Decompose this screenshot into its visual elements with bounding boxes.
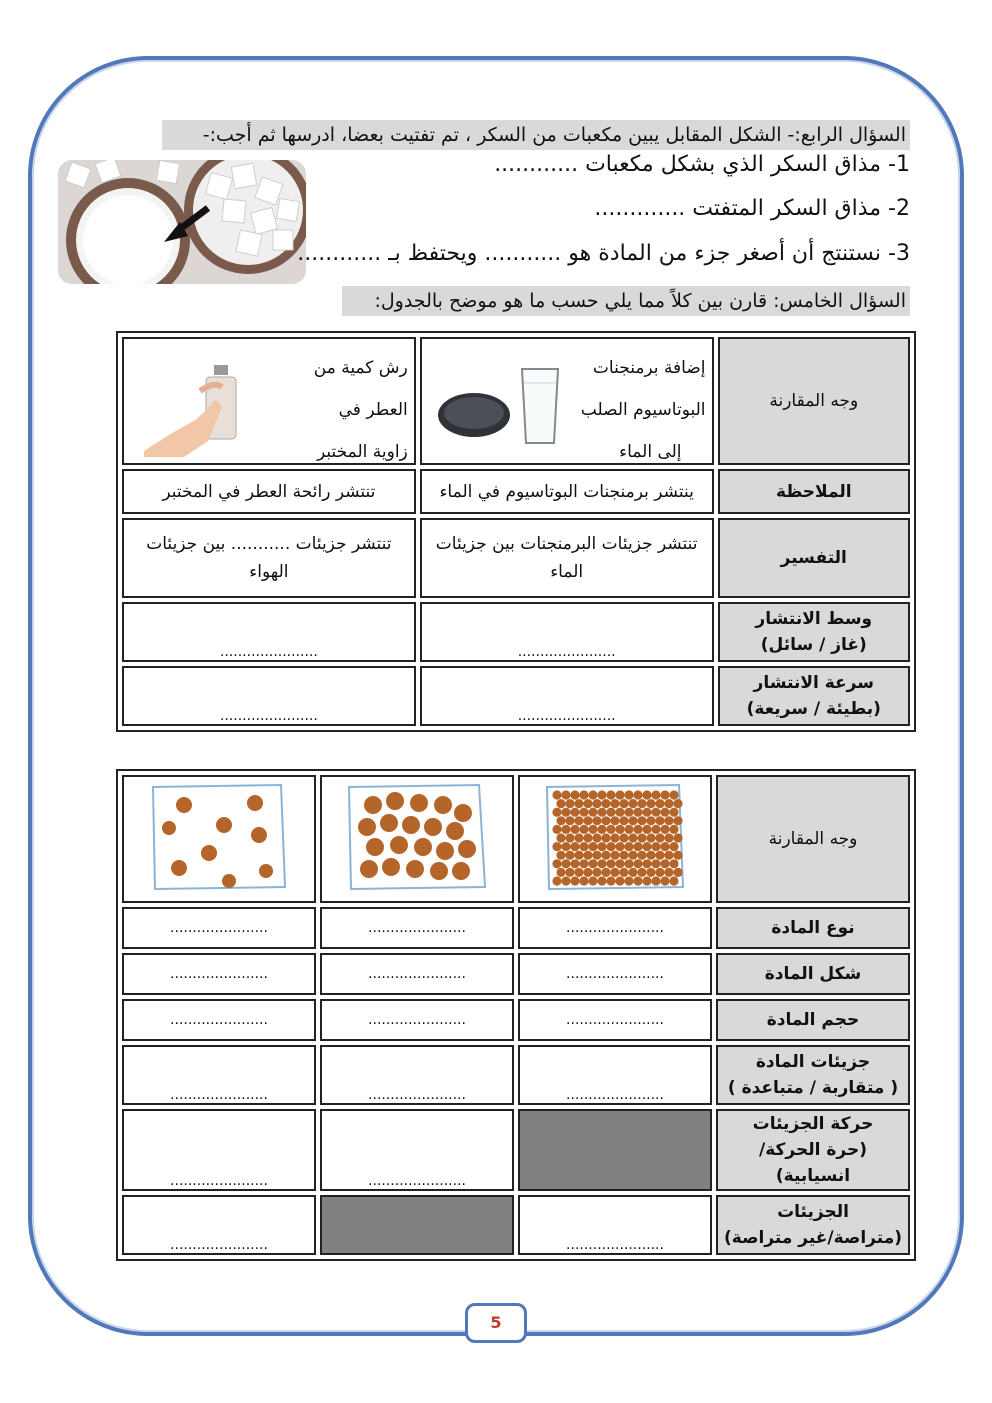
solid-particle	[579, 824, 588, 833]
gas-particles-image	[149, 783, 289, 891]
motion-label: حركة الجزيئات (حرة الحركة/انسيابية)	[716, 1109, 910, 1191]
solid-particle	[561, 824, 570, 833]
table2-comparison-label: وجه المقارنة	[716, 775, 910, 903]
solid-particle	[574, 816, 583, 825]
solid-particle	[570, 790, 579, 799]
solid-particle	[601, 833, 610, 842]
solid-particle	[646, 799, 655, 808]
liquid-motion-blank[interactable]: ......................	[320, 1109, 514, 1191]
solid-particle	[673, 833, 682, 842]
solid-particle	[637, 833, 646, 842]
solid-particle	[583, 799, 592, 808]
table1-comparison-label: وجه المقارنة	[718, 337, 910, 465]
solid-particle	[588, 790, 597, 799]
gas-shape-blank[interactable]: ......................	[122, 953, 316, 995]
solid-particle	[646, 833, 655, 842]
solid-particle	[664, 867, 673, 876]
solid-particle	[597, 824, 606, 833]
perfume-observation: تنتشر رائحة العطر في المختبر	[122, 469, 416, 514]
solid-particle	[637, 867, 646, 876]
solid-particle	[565, 816, 574, 825]
solid-particle	[651, 842, 660, 851]
solid-particle	[673, 850, 682, 859]
solid-particle	[597, 790, 606, 799]
solid-particle	[606, 859, 615, 868]
question-4-item-3: 3- نستنتج أن أصغر جزء من المادة هو ........... ويحتفظ بـ ............	[297, 241, 910, 266]
solid-volume-blank[interactable]: ......................	[518, 999, 712, 1041]
solid-particle	[588, 824, 597, 833]
solid-particle	[588, 807, 597, 816]
solid-particle	[628, 799, 637, 808]
solid-particle	[624, 824, 633, 833]
solid-particle	[579, 876, 588, 885]
solid-particle	[561, 876, 570, 885]
solid-particle	[628, 833, 637, 842]
solid-particle	[574, 867, 583, 876]
solid-particle	[624, 790, 633, 799]
solid-particle	[646, 850, 655, 859]
solid-particle	[556, 833, 565, 842]
solid-particle	[570, 807, 579, 816]
solid-particle	[561, 790, 570, 799]
solid-particle	[615, 790, 624, 799]
solid-shape-blank[interactable]: ......................	[518, 953, 712, 995]
solid-particle	[610, 799, 619, 808]
speed-label: سرعة الانتشار (بطيئة / سريعة)	[718, 666, 910, 726]
solid-particle	[619, 799, 628, 808]
solid-particle	[601, 816, 610, 825]
liquid-volume-blank[interactable]: ......................	[320, 999, 514, 1041]
perfume-line-2: العطر في	[338, 400, 408, 420]
gas-type-blank[interactable]: ......................	[122, 907, 316, 949]
solid-particle	[642, 876, 651, 885]
solid-particle	[673, 799, 682, 808]
solid-particle	[561, 807, 570, 816]
solid-particle	[570, 859, 579, 868]
solid-particle	[669, 876, 678, 885]
solid-particle	[588, 842, 597, 851]
solid-particle	[642, 807, 651, 816]
solid-particle	[633, 790, 642, 799]
question-4-item-2: 2- مذاق السكر المتفتت .............	[594, 196, 910, 221]
gas-packing-blank[interactable]: ......................	[122, 1195, 316, 1255]
liquid-particles-image	[345, 783, 489, 891]
solid-particle	[592, 833, 601, 842]
solid-particle	[610, 850, 619, 859]
solid-particle	[565, 799, 574, 808]
solid-particle	[651, 876, 660, 885]
liquid-packing-shaded	[320, 1195, 514, 1255]
solid-particle	[655, 867, 664, 876]
solid-particle	[565, 850, 574, 859]
gas-volume-blank[interactable]: ......................	[122, 999, 316, 1041]
solid-particle	[579, 859, 588, 868]
liquid-spacing-blank[interactable]: ......................	[320, 1045, 514, 1105]
solid-particle	[633, 824, 642, 833]
liquid-type-blank[interactable]: ......................	[320, 907, 514, 949]
states-of-matter-table	[116, 769, 916, 1261]
type-label: نوع المادة	[716, 907, 910, 949]
solid-particle	[669, 824, 678, 833]
solid-particles-image	[543, 783, 687, 891]
solid-particle	[597, 859, 606, 868]
question-5-title: السؤال الخامس: قارن بين كلاً مما يلي حسب ما هو موضح بالجدول:	[342, 286, 910, 316]
gas-spacing-blank[interactable]: ......................	[122, 1045, 316, 1105]
solid-particle	[610, 867, 619, 876]
solid-spacing-blank[interactable]: ......................	[518, 1045, 712, 1105]
diffusion-table	[116, 331, 916, 732]
solid-particle	[673, 816, 682, 825]
solid-particle	[574, 833, 583, 842]
solid-particle	[610, 833, 619, 842]
solid-particle	[606, 807, 615, 816]
permanganate-observation: ينتشر برمنجنات البوتاسيوم في الماء	[420, 469, 714, 514]
permanganate-line-1: إضافة برمنجنات	[592, 358, 706, 378]
solid-particle	[642, 842, 651, 851]
solid-particle	[633, 807, 642, 816]
solid-particle	[628, 816, 637, 825]
solid-particle	[642, 859, 651, 868]
solid-particle	[651, 807, 660, 816]
solid-particle	[660, 790, 669, 799]
solid-particle	[660, 876, 669, 885]
spacing-label: جزيئات المادة ( متقاربة / متباعدة )	[716, 1045, 910, 1105]
solid-particle	[637, 816, 646, 825]
solid-particle	[565, 867, 574, 876]
solid-particle	[592, 867, 601, 876]
solid-particle	[624, 807, 633, 816]
perfume-speed-blank[interactable]: ......................	[122, 666, 416, 726]
solid-particle	[669, 842, 678, 851]
solid-particle	[646, 816, 655, 825]
solid-particle	[633, 859, 642, 868]
solid-particle	[655, 816, 664, 825]
liquid-particles-cell	[320, 775, 514, 903]
solid-particle	[574, 799, 583, 808]
permanganate-cell	[420, 337, 714, 465]
solid-particle	[583, 816, 592, 825]
solid-particle	[597, 876, 606, 885]
perfume-line-1: رش كمية من	[313, 358, 408, 378]
solid-particle	[637, 799, 646, 808]
solid-particle	[561, 842, 570, 851]
solid-particle	[606, 842, 615, 851]
solid-particle	[583, 833, 592, 842]
solid-particle	[588, 876, 597, 885]
perfume-medium-blank[interactable]: ......................	[122, 602, 416, 662]
solid-particle	[651, 824, 660, 833]
solid-particle	[597, 807, 606, 816]
sugar-cubes-image	[58, 160, 306, 284]
solid-particle	[673, 867, 682, 876]
solid-particle	[624, 842, 633, 851]
solid-particle	[606, 876, 615, 885]
solid-particle	[561, 859, 570, 868]
solid-particle	[619, 850, 628, 859]
solid-particle	[552, 807, 561, 816]
solid-particle	[601, 867, 610, 876]
permanganate-explanation: تنتشر جزيئات البرمنجنات بين جزيئات الماء	[420, 518, 714, 598]
solid-particle	[664, 799, 673, 808]
solid-particle	[579, 790, 588, 799]
permanganate-medium-blank[interactable]: ......................	[420, 602, 714, 662]
solid-particle	[664, 850, 673, 859]
solid-particle	[592, 799, 601, 808]
solid-particle	[579, 842, 588, 851]
solid-particle	[642, 824, 651, 833]
solid-particle	[655, 850, 664, 859]
solid-particle	[588, 859, 597, 868]
solid-particle	[660, 824, 669, 833]
solid-particle	[615, 807, 624, 816]
solid-particle	[615, 824, 624, 833]
solid-particle	[570, 824, 579, 833]
volume-label: حجم المادة	[716, 999, 910, 1041]
question-4-title: السؤال الرابع:- الشكل المقابل يبين مكعبات من السكر ، تم تفتيت بعضا، ادرسها ثم أجب:-	[162, 120, 910, 150]
solid-particle	[624, 876, 633, 885]
solid-particle	[628, 867, 637, 876]
page-number: 5	[465, 1303, 527, 1343]
solid-particle	[669, 807, 678, 816]
solid-particle	[615, 859, 624, 868]
solid-particle	[615, 842, 624, 851]
solid-particle	[583, 867, 592, 876]
solid-particles-cell	[518, 775, 712, 903]
solid-particle	[660, 842, 669, 851]
shape-label: شكل المادة	[716, 953, 910, 995]
solid-particle	[669, 790, 678, 799]
solid-particle	[606, 824, 615, 833]
packing-label: الجزيئات (متراصة/غير متراصة)	[716, 1195, 910, 1255]
solid-particle	[574, 850, 583, 859]
solid-particle	[579, 807, 588, 816]
solid-particle	[655, 799, 664, 808]
solid-particle	[601, 850, 610, 859]
solid-particle	[664, 833, 673, 842]
perfume-cell	[122, 337, 416, 465]
solid-particle	[655, 833, 664, 842]
solid-particle	[556, 867, 565, 876]
solid-particle	[556, 816, 565, 825]
solid-particle	[633, 842, 642, 851]
solid-particle	[583, 850, 592, 859]
solid-particle	[570, 842, 579, 851]
solid-particle	[651, 859, 660, 868]
gas-motion-blank[interactable]: ......................	[122, 1109, 316, 1191]
permanganate-line-3: إلى الماء	[619, 442, 682, 462]
solid-particle	[669, 859, 678, 868]
solid-particle	[592, 816, 601, 825]
solid-packing-blank[interactable]: ......................	[518, 1195, 712, 1255]
perfume-explanation: تنتشر جزيئات ........... بين جزيئات الهواء	[122, 518, 416, 598]
solid-particle	[552, 790, 561, 799]
solid-particle	[552, 876, 561, 885]
solid-particle	[601, 799, 610, 808]
observation-label: الملاحظة	[718, 469, 910, 514]
solid-particle	[664, 816, 673, 825]
solid-type-blank[interactable]: ......................	[518, 907, 712, 949]
solid-particle	[619, 833, 628, 842]
liquid-shape-blank[interactable]: ......................	[320, 953, 514, 995]
solid-particle	[552, 824, 561, 833]
perfume-spray-image	[144, 351, 264, 457]
explanation-label: التفسير	[718, 518, 910, 598]
solid-particle	[570, 876, 579, 885]
gas-particles-cell	[122, 775, 316, 903]
solid-particle	[619, 816, 628, 825]
solid-particle	[610, 816, 619, 825]
solid-particle	[556, 799, 565, 808]
solid-particle	[646, 867, 655, 876]
medium-label: وسط الانتشار (غاز / سائل)	[718, 602, 910, 662]
solid-particle	[565, 833, 574, 842]
solid-particle	[615, 876, 624, 885]
solid-particle	[628, 850, 637, 859]
solid-motion-shaded	[518, 1109, 712, 1191]
solid-particle	[637, 850, 646, 859]
question-4-item-1: 1- مذاق السكر الذي بشكل مكعبات ............	[494, 152, 910, 177]
solid-particle	[642, 790, 651, 799]
solid-particle	[660, 807, 669, 816]
solid-particle	[660, 859, 669, 868]
solid-particle	[592, 850, 601, 859]
permanganate-line-2: البوتاسيوم الصلب	[580, 400, 706, 420]
solid-particle	[552, 859, 561, 868]
solid-particle	[651, 790, 660, 799]
solid-particle	[556, 850, 565, 859]
solid-particle	[624, 859, 633, 868]
solid-particle	[633, 876, 642, 885]
perfume-line-3: زاوية المختبر	[317, 442, 408, 462]
solid-particle	[606, 790, 615, 799]
solid-particle	[597, 842, 606, 851]
permanganate-glass-image	[434, 363, 564, 449]
solid-particle	[552, 842, 561, 851]
permanganate-speed-blank[interactable]: ......................	[420, 666, 714, 726]
solid-particle	[619, 867, 628, 876]
